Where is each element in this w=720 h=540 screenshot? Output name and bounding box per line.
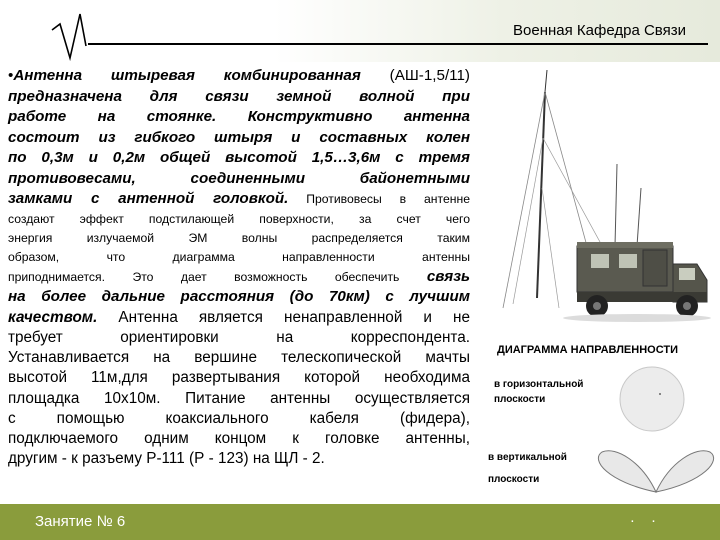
text-segment: Антенна штыревая комбинированная bbox=[13, 67, 361, 84]
text-line bbox=[8, 210, 470, 229]
text-segment: Антенна является ненаправленной и не bbox=[97, 308, 470, 326]
text-segment: приподнимается. Это дает возможность обеспечить bbox=[8, 270, 427, 285]
text-segment: по 0,3м и 0,2м общей высотой 1,5…3,6м с тремя bbox=[8, 149, 470, 166]
horizontal-plane-label: в горизонтальной плоскости bbox=[494, 379, 584, 405]
text-line bbox=[8, 107, 470, 128]
text-segment: образом, что диаграмма направленности антенны bbox=[8, 249, 470, 264]
text-segment: высотой 11м,для развертывания которой необходима bbox=[8, 369, 470, 387]
horizontal-pattern-circle bbox=[612, 364, 692, 434]
text-line bbox=[8, 148, 470, 169]
header-title: Военная Кафедра Связи bbox=[513, 22, 686, 39]
text-segment: • bbox=[8, 67, 14, 84]
text-segment: предназначена для связи земной волной при bbox=[8, 87, 470, 105]
lesson-number: Занятие № 6 bbox=[35, 513, 126, 530]
vertical-label-line-2: плоскости bbox=[488, 474, 540, 485]
text-segment: (АШ-1,5/11) bbox=[360, 67, 470, 84]
text-segment: работе на стоянке. Конструктивно антенна bbox=[8, 108, 470, 125]
slide-footer bbox=[0, 504, 720, 540]
footer-dots: · · bbox=[629, 512, 662, 529]
text-line bbox=[8, 429, 470, 449]
text-line bbox=[8, 229, 470, 248]
text-line bbox=[8, 189, 470, 210]
text-segment: с помощью коаксиального кабеля (фидера), bbox=[8, 409, 470, 427]
text-line bbox=[8, 169, 470, 190]
text-segment: состоит из гибкого штыря и составных колен bbox=[8, 128, 470, 146]
text-line bbox=[8, 248, 470, 267]
body-text bbox=[8, 66, 470, 469]
text-segment: подключаемого одним концом к головке антенны, bbox=[8, 430, 470, 448]
text-segment: Противовесы в антенне bbox=[288, 192, 470, 206]
text-line bbox=[8, 87, 470, 108]
text-segment: качеством. bbox=[8, 308, 98, 326]
text-segment: площадка 10х10м. Питание антенны осуществляется bbox=[8, 389, 470, 407]
vertical-label-line-1: в вертикальной bbox=[488, 452, 567, 463]
text-segment: другим - к разъему Р-111 (Р - 123) на ЩЛ - 2. bbox=[8, 450, 325, 468]
zigzag-logo-icon bbox=[50, 10, 94, 62]
text-line bbox=[8, 409, 470, 429]
header-rule bbox=[88, 43, 708, 45]
text-line bbox=[8, 308, 470, 328]
text-line bbox=[8, 267, 470, 287]
text-line bbox=[8, 389, 470, 409]
antenna-vehicle-photo bbox=[497, 68, 713, 330]
text-segment: связь bbox=[426, 268, 470, 286]
vertical-plane-label bbox=[488, 447, 588, 491]
text-segment: Устанавливается на вершине телескопической мачты bbox=[8, 349, 470, 367]
text-line bbox=[8, 128, 470, 149]
text-segment: противовесами, соединенными байонетными bbox=[8, 169, 470, 187]
diagram-title: ДИАГРАММА НАПРАВЛЕННОСТИ bbox=[497, 344, 678, 356]
text-line bbox=[8, 449, 470, 469]
vertical-pattern-lobes bbox=[594, 442, 718, 498]
text-segment: требует ориентировки на корреспондента. bbox=[8, 329, 470, 347]
text-line bbox=[8, 348, 470, 368]
text-line bbox=[8, 66, 470, 87]
text-segment: энергия излучаемой ЭМ волны распределяется таким bbox=[8, 230, 470, 245]
text-segment: замками с антенной головкой. bbox=[8, 190, 289, 207]
text-segment: на более дальние расстояния (до 70км) с лучшим bbox=[8, 288, 470, 306]
text-line bbox=[8, 368, 470, 388]
text-line bbox=[8, 287, 470, 308]
slide-header bbox=[0, 0, 720, 62]
text-line bbox=[8, 328, 470, 348]
text-segment: создают эффект подстилающей поверхности, за счет чего bbox=[8, 211, 470, 226]
